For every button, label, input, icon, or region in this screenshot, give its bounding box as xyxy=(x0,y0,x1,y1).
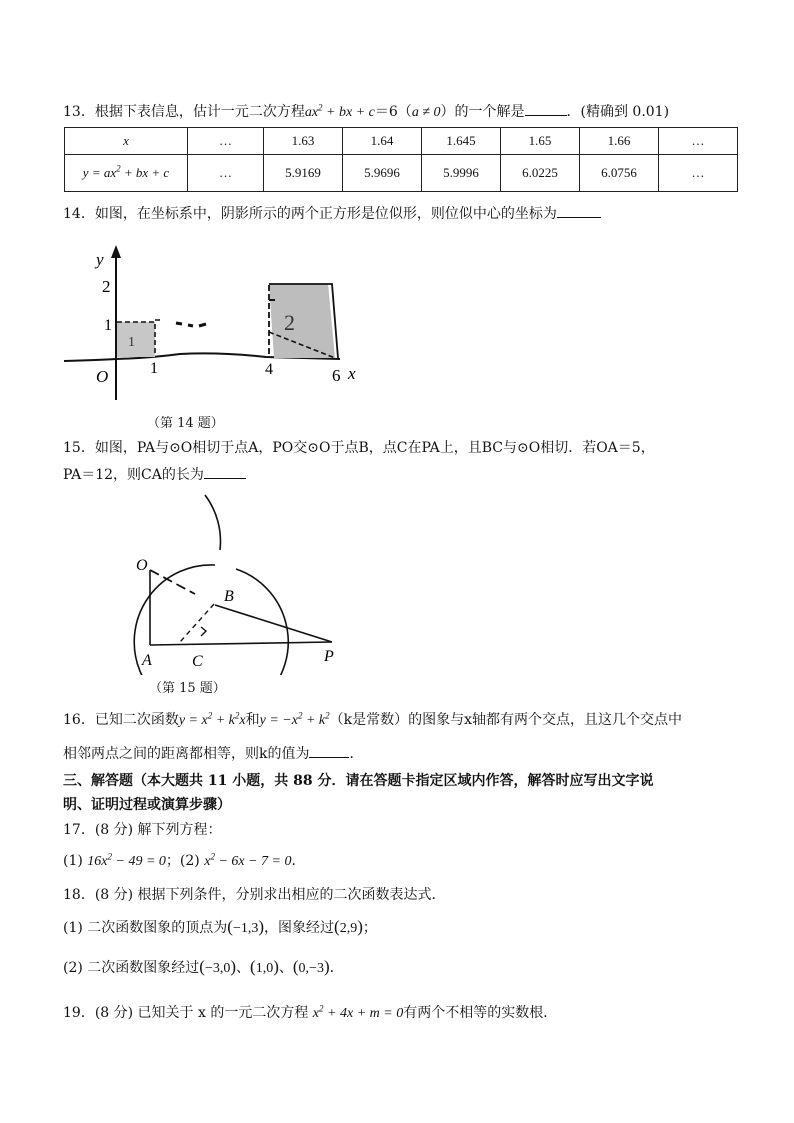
table-header-cell: … xyxy=(659,128,738,155)
table-header-cell: 1.65 xyxy=(501,128,580,155)
q18-point-1: −3,0 xyxy=(204,961,231,976)
q17-part2-label: ；(2) xyxy=(165,853,200,869)
point-o-label: O xyxy=(136,557,148,574)
q16-end: ． xyxy=(349,746,364,762)
q16-answer-blank[interactable] xyxy=(309,745,349,758)
q15-number: 15． xyxy=(63,440,95,456)
y-axis-label: y xyxy=(96,250,104,269)
section3-heading-1: 三、解答题（本大题共 11 小题，共 88 分．请在答题卡指定区域内作答，解答时应写出文字说 xyxy=(63,773,654,789)
separator: 、 xyxy=(236,960,251,976)
q14-answer-blank[interactable] xyxy=(557,205,601,218)
y-tick-2: 2 xyxy=(102,277,111,296)
large-square-shade xyxy=(269,284,335,358)
q17-head: 17．(8 分) 解下列方程： xyxy=(63,822,222,838)
q19-head: 19．(8 分) 已知关于 x 的一元二次方程 xyxy=(63,1005,309,1021)
q15-line-2 xyxy=(63,464,246,484)
q18-head: 18．(8 分) 根据下列条件，分别求出相应的二次函数表达式． xyxy=(63,887,446,903)
table-row-label: $y = ax^2$ + bx + c xyxy=(65,155,188,192)
q15-figure xyxy=(60,490,360,675)
table-cell: 6.0756 xyxy=(580,155,659,192)
point-b-label: B xyxy=(224,588,234,605)
q13-answer-blank[interactable] xyxy=(525,103,567,116)
circle-o xyxy=(134,565,288,675)
q18-p1-a: (1) 二次函数图象的顶点为 xyxy=(63,920,228,936)
table-header-cell: 1.66 xyxy=(580,128,659,155)
q18-end: ． xyxy=(329,960,344,976)
x-tick-4: 4 xyxy=(265,361,273,378)
x-tick-1: 1 xyxy=(150,360,158,377)
q13-text-a: 根据下表信息，估计一元二次方程 xyxy=(94,104,305,120)
q17-equation-1: $16x^2 - 49 = 0$ xyxy=(87,851,166,869)
q13-equation-lhs: $ax^2$ + bx + c xyxy=(304,102,375,120)
large-square-label: 2 xyxy=(284,310,295,335)
q14-number: 14． xyxy=(63,206,95,222)
section3-heading-2: 明、证明过程或演算步骤） xyxy=(63,797,231,813)
x-axis-label: x xyxy=(348,364,356,383)
q13-value-table xyxy=(64,127,738,192)
q16-line-2 xyxy=(63,743,363,763)
table-header-cell: 1.64 xyxy=(343,128,422,155)
q13-eq-rhs: ＝6（ xyxy=(374,104,412,120)
q18-part1: (1) 二次函数图象的顶点为(−1,3)，图象经过(2,9)； xyxy=(63,917,377,936)
q15-answer-blank[interactable] xyxy=(204,466,246,479)
table-cell: 6.0225 xyxy=(501,155,580,192)
table-cell: … xyxy=(188,155,264,192)
q15-text-2: PA＝12，则CA的长为 xyxy=(63,467,204,483)
point-a-label: A xyxy=(142,652,152,669)
q16-number: 16． xyxy=(63,712,95,728)
q19-tail: 有两个不相等的实数根． xyxy=(403,1005,558,1021)
q16-text-b: （k是常数）的图象与x轴都有两个交点，且这几个交点中 xyxy=(329,712,683,728)
q18-part2: (2) 二次函数图象经过(−3,0)、(1,0)、(0,−3)． xyxy=(63,957,344,976)
table-cell: 5.9696 xyxy=(343,155,422,192)
small-square-shade xyxy=(117,322,155,357)
y-tick-1: 1 xyxy=(104,317,112,334)
q18-point-3: 0,−3 xyxy=(298,961,324,976)
small-square-label: 1 xyxy=(128,335,135,350)
q16-and: 和 xyxy=(245,712,260,728)
q18-point: 2,9 xyxy=(339,921,358,936)
q18-vertex: −1,3 xyxy=(232,921,259,936)
q13-text-c: ．(精确到 0.01) xyxy=(566,104,670,120)
table-cell: … xyxy=(659,155,738,192)
table-header-cell: … xyxy=(188,128,264,155)
q18-p1-c: ； xyxy=(362,920,377,936)
point-p-label: P xyxy=(324,648,334,665)
table-header-cell: x xyxy=(65,128,188,155)
q19-equation: $x^2 + 4x + m = 0$ xyxy=(312,1003,404,1021)
q18-p1-b: ，图象经过 xyxy=(264,920,335,936)
segment-bc xyxy=(180,604,214,642)
q16-line-2-text: 相邻两点之间的距离都相等，则k的值为 xyxy=(63,746,310,762)
table-cell: 5.9996 xyxy=(422,155,501,192)
q16-function-2: $y = -x^2 + k^2$ xyxy=(259,710,330,728)
q14-caption: （第 14 题） xyxy=(147,416,224,431)
q14-text: 如图，在坐标系中，阴影所示的两个正方形是位似形，则位似中心的坐标为 xyxy=(94,206,557,222)
point-c-label: C xyxy=(192,653,203,670)
origin-label: O xyxy=(96,367,109,386)
table-header-cell: 1.645 xyxy=(422,128,501,155)
q13-condition: a ≠ 0 xyxy=(411,105,441,120)
table-row xyxy=(65,128,738,155)
q14-line xyxy=(63,203,601,223)
q13-text-b: ）的一个解是 xyxy=(440,104,525,120)
table-header-cell: 1.63 xyxy=(264,128,343,155)
q15-caption: （第 15 题） xyxy=(149,681,226,696)
q17-parts: (1) $16x^2 - 49 = 0$；(2) $x^2 - 6x - 7 = 0$． xyxy=(63,851,306,869)
q16-text-a: 已知二次函数 xyxy=(94,712,179,728)
q13-number: 13． xyxy=(63,104,95,120)
q13-line xyxy=(63,101,669,121)
q16-line-1 xyxy=(63,709,682,729)
table-cell: 5.9169 xyxy=(264,155,343,192)
q16-function-1: $y = x^2 + k^2x$ xyxy=(178,710,246,728)
q18-point-2: 1,0 xyxy=(255,961,274,976)
q19-line xyxy=(63,1002,557,1022)
table-row xyxy=(65,155,738,192)
separator: 、 xyxy=(278,960,293,976)
q17-part1-label: (1) xyxy=(63,853,83,869)
q15-text-1: 如图，PA与⊙O相切于点A，PO交⊙O于点B，点C在PA上，且BC与⊙O相切．若OA＝5， xyxy=(94,440,655,456)
y-axis-arrow-icon xyxy=(111,245,121,258)
connector-dashes xyxy=(176,323,206,326)
x-tick-6: 6 xyxy=(332,366,341,385)
tangent-pa xyxy=(150,642,332,645)
segment-op xyxy=(150,570,195,594)
q15-line-1 xyxy=(63,437,655,457)
q17-equation-2: $x^2 - 6x - 7 = 0$ xyxy=(204,851,292,869)
q18-p2-a: (2) 二次函数图象经过 xyxy=(63,960,200,976)
q14-figure xyxy=(60,240,370,405)
